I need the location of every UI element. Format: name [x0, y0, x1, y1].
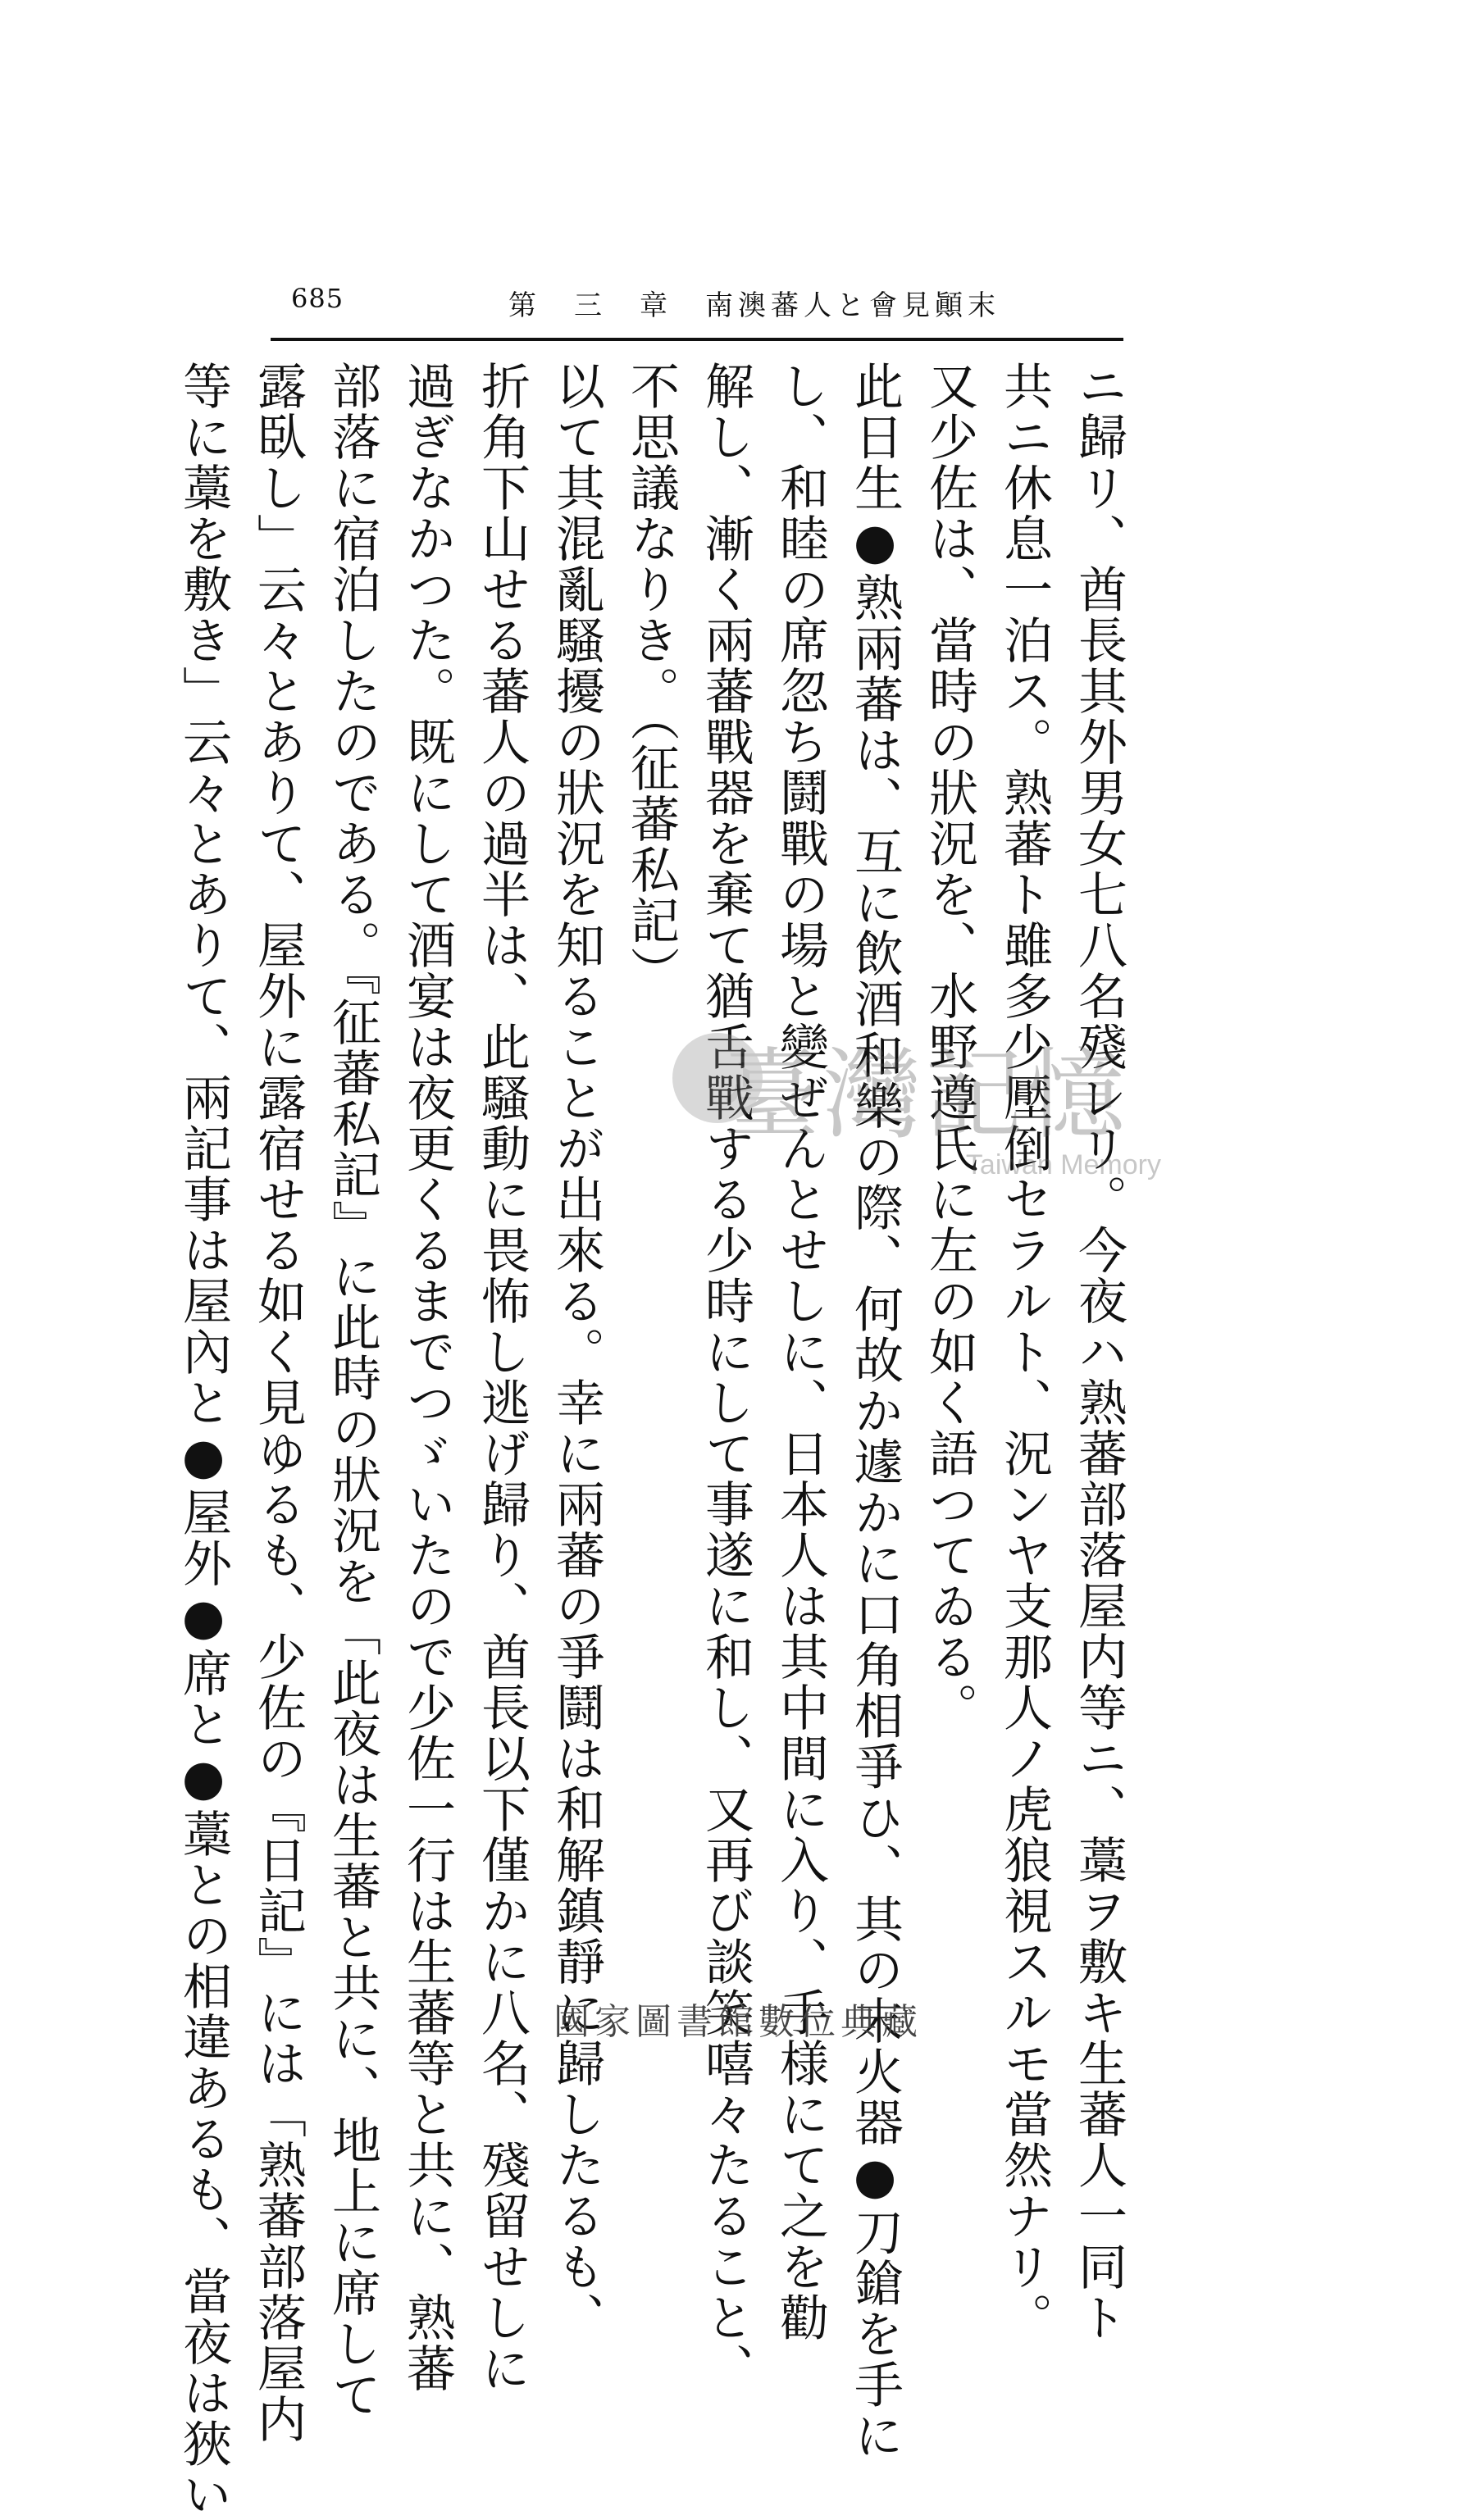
text-column: 此日生●熟兩蕃は、互に飲酒和樂の際、何故か遽かに口角相爭ひ、其の末火器●刀鎗を手に — [846, 361, 904, 2461]
text-column: 不思議なりき。（征蕃私記） — [622, 361, 680, 997]
running-header: 第 三 章 南澳蕃人と會見顚末 — [508, 289, 1000, 322]
watermark-text: 臺灣記憶 — [722, 1039, 1128, 1153]
header-rule — [271, 338, 1123, 341]
text-column: 共ニ休息一泊ス。熟蕃ト雖多少壓倒セラルト、況ンヤ支那人ノ虎狼視スルモ當然ナリ。 — [995, 361, 1053, 2343]
text-column: し、和睦の席忽ち鬪戰の場と變ぜんとせしに、日本人は其中間に入り、手様にて之を勸 — [772, 361, 829, 2343]
text-column: 過ぎなかつた。既にして酒宴は夜更くるまでつゞいたので少佐一行は生蕃等と共に、熟蕃 — [399, 361, 456, 2394]
text-column: 以て其混亂騷擾の狀況を知ることが出來る。幸に兩蕃の爭鬪は和解鎮靜に歸したるも、 — [548, 361, 605, 2343]
text-column: 露臥し」云々とありて、屋外に露宿せる如く見ゆるも、少佐の『日記』には「熟蕃部落屋内 — [249, 361, 307, 2445]
watermark — [722, 1017, 1161, 1181]
text-column: 等に藁を敷き」云々とありて、兩記事は屋內と●屋外●席と●藁との相違あるも、當夜は狹い — [175, 361, 232, 2520]
text-column: 又少佐は、當時の狀況を、水野遵氏に左の如く語つてゐる。 — [921, 361, 978, 1733]
text-column: 部落に宿泊したのである。『征蕃私記』に此時の狀況を「此夜は生蕃と共に、地上に席して — [324, 361, 381, 2420]
footer-credit: 國家圖書館數位典藏 — [554, 2001, 922, 2043]
text-column: 折角下山せる蕃人の過半は、此騷動に畏怖し逃げ歸り、酋長以下僅かに八名、殘留せしに — [473, 361, 531, 2394]
text-column: ニ歸リ、酋長其外男女七八名殘レリ。今夜ハ熟蕃部落屋内等ニ、藁ヲ敷キ生蕃人一同ト — [1070, 361, 1128, 2343]
text-column: 解し、漸く兩蕃戰器を棄て猶舌戰する少時にして事遂に和し、又再び談笑嘻々たること、 — [697, 361, 754, 2394]
watermark-latin-text: Taiwan Memory — [965, 1149, 1161, 1180]
page-number: 685 — [291, 283, 344, 314]
